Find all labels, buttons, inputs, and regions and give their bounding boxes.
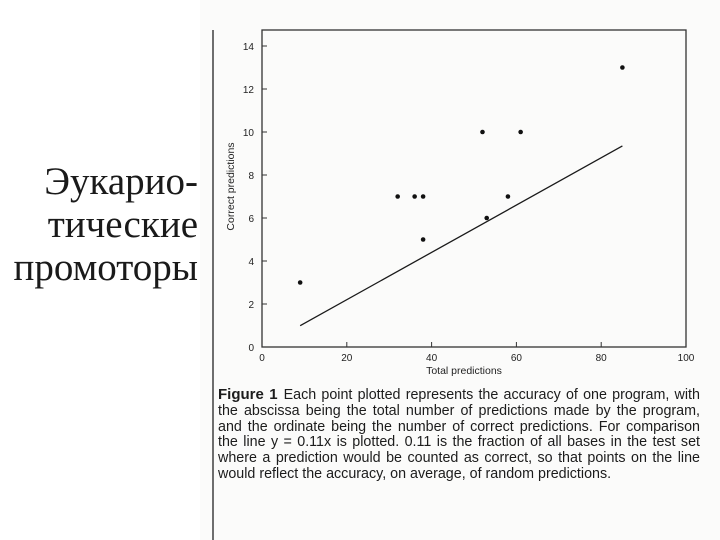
data-point xyxy=(421,194,426,199)
caption-text: Each point plotted represents the accuracy of one program, with the abscissa being the total number of predictions made by the program, and the ordinate being the number of correct predictions. For comparison the line y = 0.11x is plotted. 0.11 is the fraction of all bases in the test set where a prediction would be counted as correct, so that points on the line would reflect the accuracy, on average, of random predictions. xyxy=(218,387,700,482)
figure-caption xyxy=(218,387,700,483)
y-tick-label: 12 xyxy=(242,85,254,96)
data-point xyxy=(298,280,303,285)
data-point xyxy=(506,194,511,199)
caption-label: Figure 1 xyxy=(218,386,278,403)
reference-line xyxy=(300,146,622,326)
data-point xyxy=(412,194,417,199)
x-tick-label: 0 xyxy=(259,353,265,364)
data-point xyxy=(620,65,625,70)
y-tick-label: 8 xyxy=(248,171,254,182)
y-axis-label: Correct predictions xyxy=(225,142,237,231)
x-tick-label: 100 xyxy=(677,353,695,364)
slide-title xyxy=(0,160,198,289)
slide-title-line-2: тические xyxy=(47,203,198,246)
y-tick-label: 0 xyxy=(248,343,254,354)
data-point xyxy=(395,194,400,199)
slide-title-line-3: промоторы xyxy=(13,246,198,289)
y-tick-label: 4 xyxy=(248,257,254,268)
y-tick-label: 2 xyxy=(248,300,254,311)
x-tick-label: 80 xyxy=(595,353,607,364)
data-point xyxy=(421,237,426,242)
y-tick-label: 6 xyxy=(248,214,254,225)
data-point xyxy=(480,130,485,135)
plot-frame xyxy=(262,30,686,347)
data-point xyxy=(518,130,523,135)
x-tick-label: 40 xyxy=(426,353,438,364)
x-axis-label: Total predictions xyxy=(426,365,502,377)
y-tick-label: 14 xyxy=(242,42,254,53)
x-tick-label: 60 xyxy=(510,353,522,364)
data-point xyxy=(484,216,489,221)
x-tick-label: 20 xyxy=(341,353,353,364)
y-tick-label: 10 xyxy=(242,128,254,139)
scatter-chart xyxy=(200,0,720,385)
slide-title-line-1: Эукарио- xyxy=(44,160,198,203)
